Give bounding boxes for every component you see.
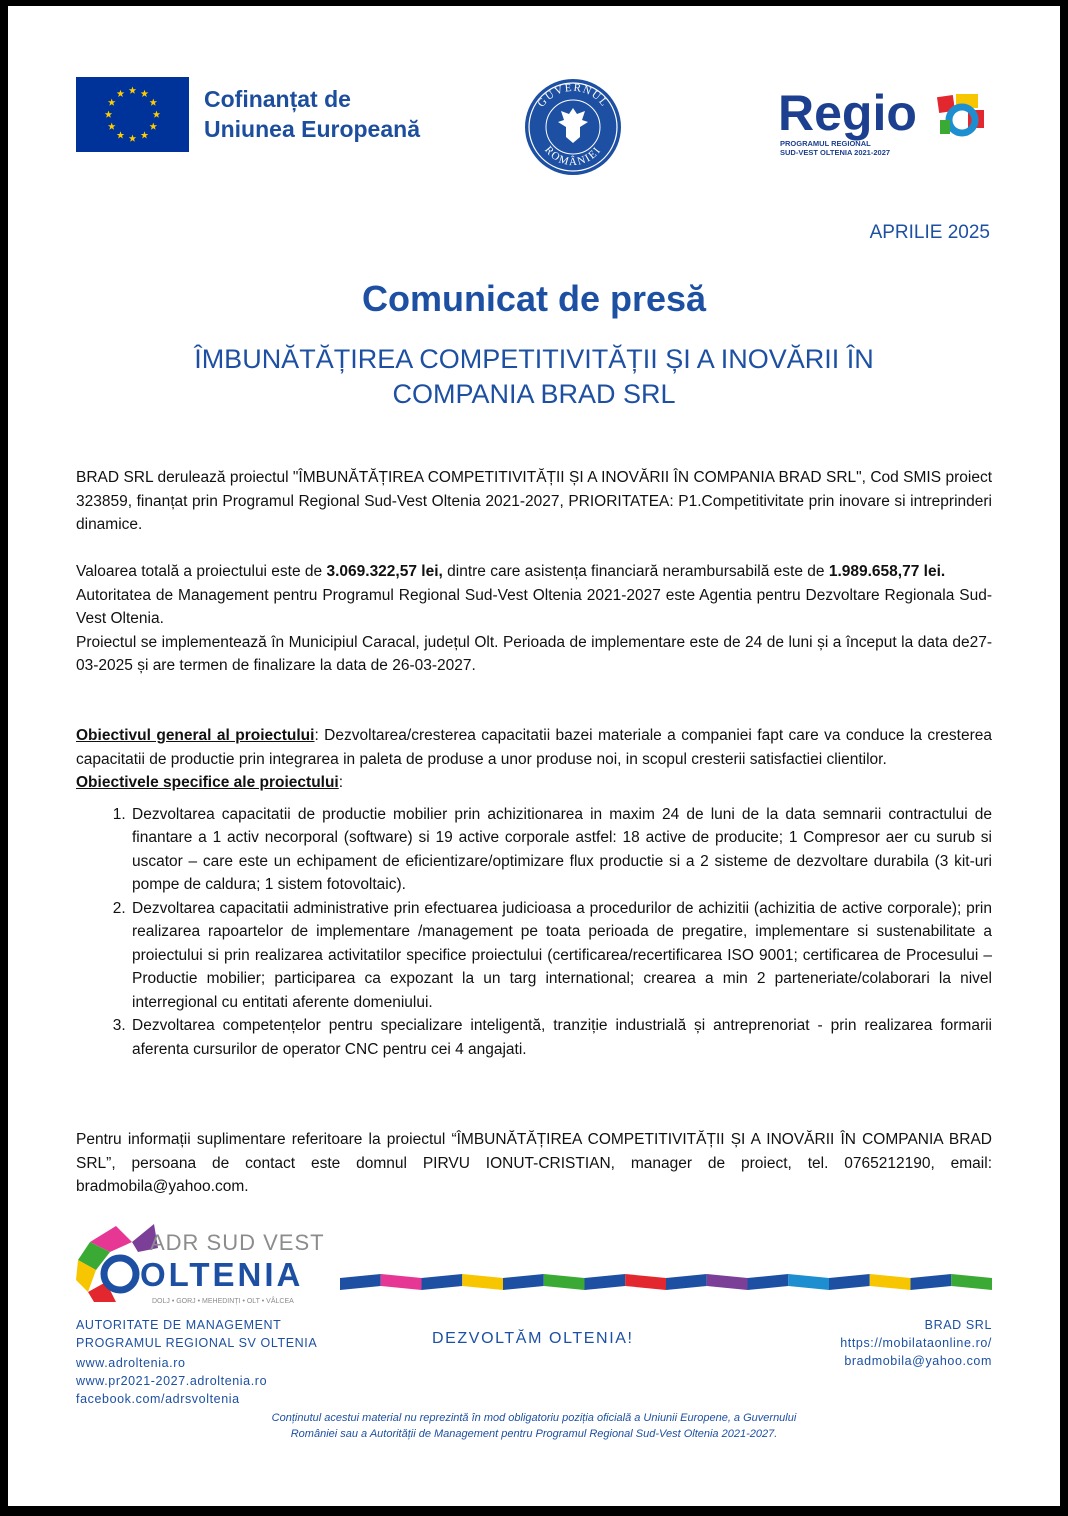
- footer-right: [840, 1316, 992, 1370]
- ribbon-segment: [829, 1274, 870, 1290]
- specific-objectives-colon: :: [338, 774, 344, 791]
- footer-slogan: DEZVOLTĂM OLTENIA!: [432, 1330, 634, 1347]
- footer-link[interactable]: www.pr2021-2027.adroltenia.ro: [76, 1374, 268, 1388]
- ribbon-segment: [666, 1274, 707, 1290]
- subtitle-line2: COMPANIA BRAD SRL: [392, 379, 676, 409]
- eu-star-icon: [117, 90, 125, 97]
- decorative-ribbon: [340, 1272, 992, 1296]
- eu-cofinance-text: [204, 84, 420, 144]
- footer-left-line: PROGRAMUL REGIONAL SV OLTENIA: [76, 1336, 318, 1350]
- grant-value: 1.989.658,77 lei.: [828, 563, 946, 580]
- details-block: [76, 560, 992, 678]
- footer-left-line: AUTORITATE DE MANAGEMENT: [76, 1318, 282, 1332]
- list-item: 2. Dezvoltarea capacitatii administrative prin efectuarea judicioasa a procedurilor de achizitii (achizitia de active corporale); prin realizarea rapoartelor de implementare /management pe toata perioada de pregatire, implementare si sustenabilitate a proiectului si prin realizarea activitatilor specifice proiectului (certificarea/recertificarea ISO 9001; certificarea de Procesului – Productie mobilier; participarea ca expozant la un targ international; crearea a min 2 parteneriate/colaborari la nivel interregional cu entitati aferente domeniului.: [130, 897, 992, 1015]
- footer-left: [76, 1316, 317, 1408]
- regio-sub1: PROGRAMUL REGIONAL: [780, 139, 871, 148]
- adr-counties: DOLJ • GORJ • MEHEDINȚI • OLT • VÂLCEA: [152, 1298, 294, 1305]
- regio-sub2: SUD-VEST OLTENIA 2021-2027: [780, 148, 891, 157]
- ribbon-segment: [503, 1274, 544, 1290]
- value-text-b: dintre care asistența financiară nerambursabilă este de: [442, 563, 829, 580]
- ribbon-segment: [707, 1274, 748, 1290]
- footer-company: BRAD SRL: [924, 1318, 992, 1332]
- general-objective-label: Obiectivul general al proiectului: [76, 727, 315, 744]
- specific-objectives-heading: [76, 771, 992, 795]
- eu-star-icon: [141, 131, 149, 138]
- general-objective-text: : Dezvoltarea/cresterea capacitatii bazei materiale a companiei fapt care va conduce la cresterea capacitatii de productie prin integrarea in paleta de produse a unor produse noi, in scopul cresterii satisfactiei clientilor.: [76, 727, 992, 768]
- eu-stars-icon: [76, 77, 189, 152]
- eu-star-icon: [105, 111, 113, 118]
- eu-star-icon: [108, 99, 116, 106]
- footer-link[interactable]: www.adroltenia.ro: [76, 1356, 186, 1370]
- ribbon-segment: [422, 1274, 463, 1290]
- ribbon-segment: [951, 1274, 992, 1290]
- ribbon-segment: [625, 1274, 666, 1290]
- regio-word: Regio: [778, 85, 917, 141]
- total-value: 3.069.322,57 lei,: [326, 563, 443, 580]
- ribbon-segment: [870, 1274, 911, 1290]
- eu-star-icon: [108, 123, 116, 130]
- ribbon-segment: [911, 1274, 952, 1290]
- disclaimer-line1: Conținutul acestui material nu reprezintă în mod obligatoriu poziția oficială a Uniunii Europene, a Guvernului: [271, 1412, 797, 1424]
- list-item: 3. Dezvoltarea competențelor pentru specializare inteligentă, tranziție industrială și antreprenoriat - prin realizarea formarii aferenta cursurilor de operator CNC pentru cei 4 angajati.: [130, 1014, 992, 1061]
- intro-paragraph: [76, 466, 992, 537]
- ribbon-segment: [340, 1274, 381, 1290]
- project-subtitle: [108, 342, 960, 412]
- objectives-block: [76, 724, 992, 1061]
- romanian-government-seal: [523, 77, 623, 177]
- adr-line2: OLTENIA: [140, 1256, 304, 1293]
- eu-star-icon: [129, 87, 137, 94]
- disclaimer: [158, 1410, 910, 1442]
- disclaimer-line2: României sau a Autorității de Management pentru Programul Regional Sud-Vest Oltenia 2021-2027.: [290, 1428, 778, 1440]
- footer-email[interactable]: bradmobila@yahoo.com: [844, 1354, 992, 1368]
- list-item: 1. Dezvoltarea capacitatii de productie mobilier prin achizitionarea in maxim 24 de luni de la data semnarii contractului de finantare a 1 activ necorporal (software) si 19 active corporale astfel: 18 active de producite; 1 Compresor aer cu surub si uscator – care este un echipament de eficientizare/optimizare flux productie si a 2 sisteme de dezvoltare durabila (3 kit-uri pompe de caldura; 1 sistem fotovoltaic).: [130, 803, 992, 897]
- specific-objectives-list: [76, 803, 992, 1062]
- value-text-a: Valoarea totală a proiectului este de: [76, 563, 327, 580]
- paragraph-location: Proiectul se implementează în Municipiul Caracal, județul Olt. Perioada de implementare este de 24 de luni și a început la data de27-03-2025 și are termen de finalizare la data de 26-03-2027.: [76, 633, 992, 674]
- page-title: Comunicat de presă: [361, 278, 707, 319]
- ribbon-segment: [585, 1274, 626, 1290]
- ribbon-segment: [748, 1274, 789, 1290]
- ribbon-segment: [788, 1274, 829, 1290]
- specific-objectives-label: Obiectivele specifice ale proiectului: [76, 774, 339, 791]
- eu-star-icon: [153, 111, 161, 118]
- footer-link[interactable]: facebook.com/adrsvoltenia: [76, 1392, 240, 1406]
- eu-star-icon: [149, 99, 157, 106]
- regio-mark-icon: [937, 94, 984, 134]
- gov-seal-top-text: GUVERNUL: [535, 81, 611, 110]
- press-release-page: [8, 6, 1060, 1506]
- paragraph-authority: Autoritatea de Management pentru Programul Regional Sud-Vest Oltenia 2021-2027 este Agentia pentru Dezvoltare Regionala Sud-Vest Oltenia.: [76, 586, 992, 627]
- eu-star-icon: [129, 135, 137, 142]
- footer-website[interactable]: https://mobilataonline.ro/: [840, 1336, 992, 1350]
- contact-paragraph: Pentru informații suplimentare referitoare la proiectul “ÎMBUNĂTĂȚIREA COMPETITIVITĂȚII ȘI A INOVĂRII ÎN COMPANIA BRAD SRL”, persoana de contact este domnul PIRVU IONUT-CRISTIAN, manager de proiect, tel. 0765212190, email: bradmobila@yahoo.com.: [76, 1131, 992, 1195]
- release-date: APRILIE 2025: [869, 222, 990, 243]
- adr-line1: ADR SUD VEST: [150, 1230, 325, 1255]
- eu-text-line1: Cofinanțat de: [204, 86, 351, 112]
- eu-star-icon: [149, 123, 157, 130]
- paragraph-intro: BRAD SRL derulează proiectul "ÎMBUNĂTĂȚIREA COMPETITIVITĂȚII ȘI A INOVĂRII ÎN COMPANIA BRAD SRL", Cod SMIS proiect 323859, finanțat prin Programul Regional Sud-Vest Oltenia 2021-2027, PRIORITATEA: P1.Competitivitate prin inovare si intreprinderi dinamice.: [76, 469, 992, 533]
- eu-flag-logo: [76, 77, 189, 152]
- paragraph-value: [76, 560, 992, 584]
- ribbon-segment: [462, 1274, 503, 1290]
- eu-star-icon: [141, 90, 149, 97]
- gov-seal-bottom-text: ROMÂNIEI: [542, 144, 604, 169]
- contact-block: [76, 1128, 992, 1199]
- regio-logo: [778, 80, 1003, 160]
- ribbon-segment: [381, 1274, 422, 1290]
- ribbon-segment: [544, 1274, 585, 1290]
- eu-star-icon: [117, 131, 125, 138]
- eu-text-line2: Uniunea Europeană: [204, 116, 420, 142]
- general-objective: [76, 724, 992, 771]
- adr-oltenia-logo: [76, 1222, 336, 1306]
- subtitle-line1: ÎMBUNĂTĂȚIREA COMPETITIVITĂȚII ȘI A INOVĂRII ÎN: [194, 344, 874, 374]
